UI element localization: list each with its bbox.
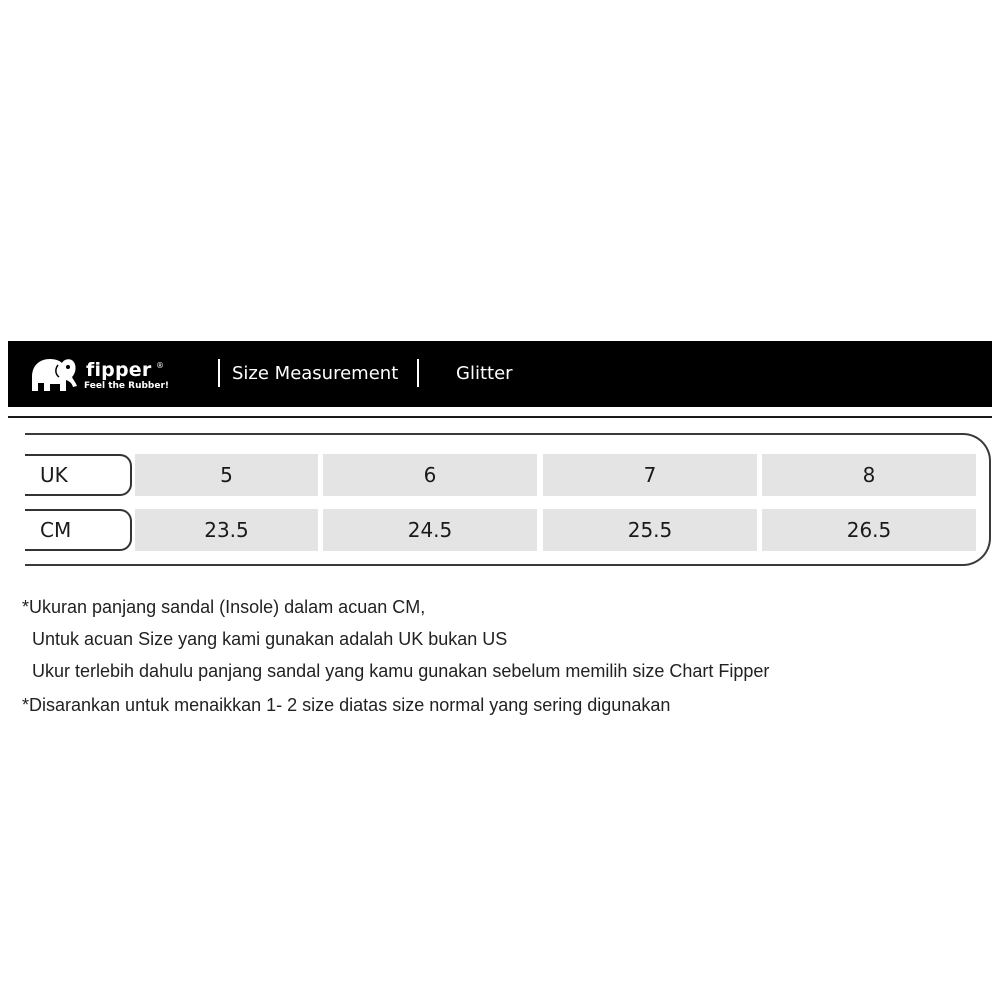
size-row-uk [25,454,977,496]
section-title: Size Measurement [232,363,399,384]
size-cell: 26.5 [762,509,976,551]
note-line: *Disarankan untuk menaikkan 1- 2 size diatas size normal yang sering digunakan [22,695,671,715]
size-cell: 23.5 [135,509,318,551]
elephant-logo-icon [28,355,78,393]
row-label: CM [25,509,132,551]
size-cell: 7 [543,454,757,496]
row-label: UK [25,454,132,496]
note-line: Untuk acuan Size yang kami gunakan adalah UK bukan US [32,629,508,649]
divider-line [8,416,992,418]
registered-mark: ® [156,361,164,370]
header-separator [218,359,220,387]
brand-tagline: Feel the Rubber! [84,381,170,391]
note-line: *Ukuran panjang sandal (Insole) dalam acuan CM, [22,597,426,617]
size-cell: 6 [323,454,537,496]
size-cell: 24.5 [323,509,537,551]
header-bar [8,341,992,407]
size-row-cm [25,509,977,551]
note-line: Ukur terlebih dahulu panjang sandal yang kamu gunakan sebelum memilih size Chart Fipper [32,661,770,681]
header-separator [417,359,419,387]
size-cell: 8 [762,454,976,496]
brand-logo [28,353,168,395]
size-cell: 5 [135,454,318,496]
product-name: Glitter [456,363,513,384]
brand-name: fipper [86,359,152,381]
size-cell: 25.5 [543,509,757,551]
